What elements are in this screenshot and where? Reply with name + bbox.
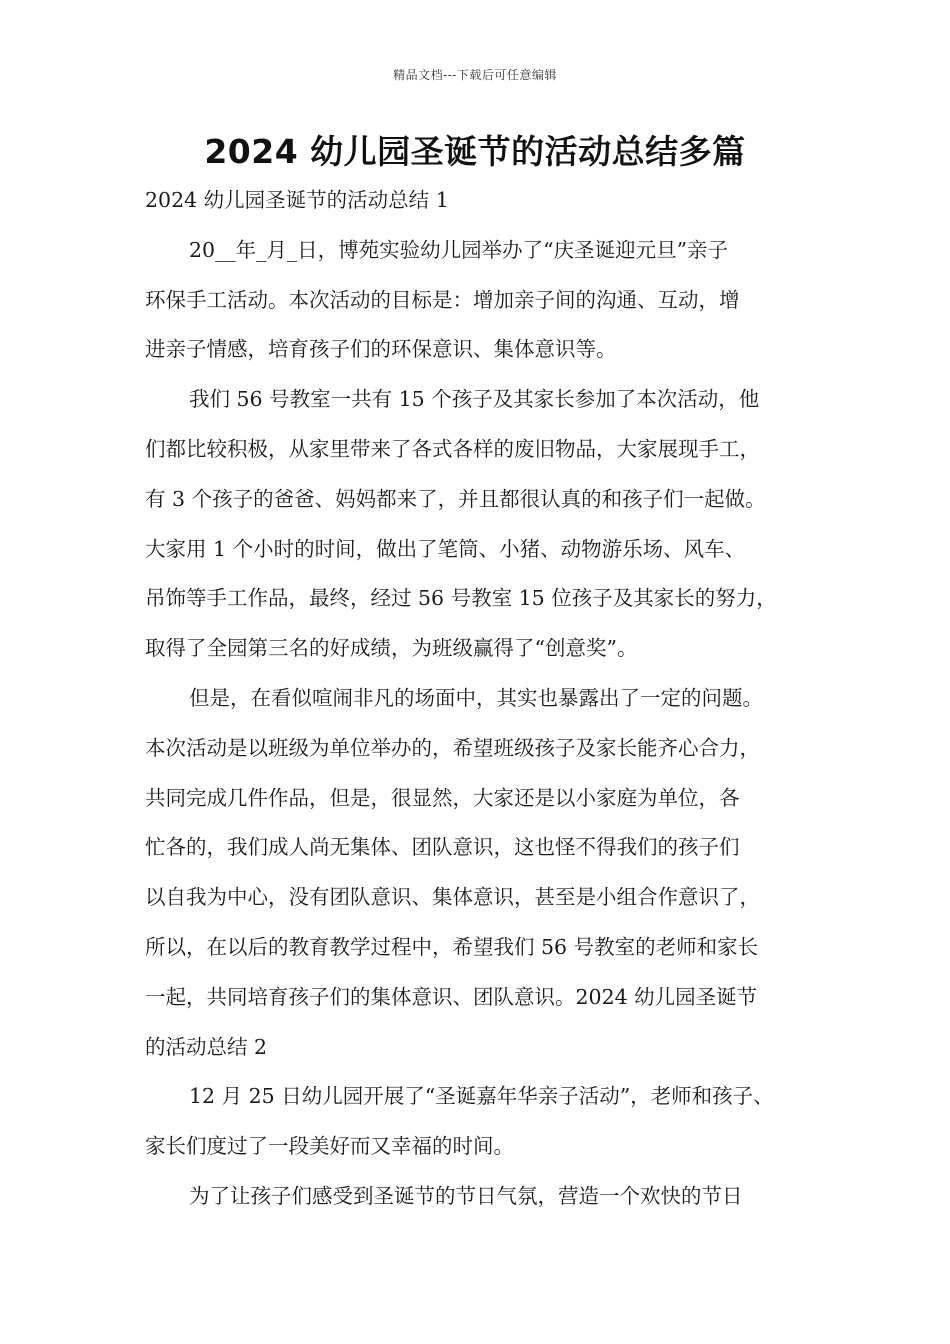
text-line: 12 月 25 日幼儿园开展了“圣诞嘉年华亲子活动”，老师和孩子、 (189, 1084, 774, 1109)
text-line: 为了让孩子们感受到圣诞节的节日气氛，营造一个欢快的节日 (189, 1183, 743, 1208)
text-line: 取得了全园第三名的好成绩，为班级赢得了“创意奖”。 (145, 636, 638, 661)
text-line: 以自我为中心，没有团队意识、集体意识，甚至是小组合作意识了， (145, 885, 760, 910)
text-line: 吊饰等手工作品，最终，经过 56 号教室 15 位孩子及其家长的努力， (145, 586, 777, 611)
text-line: 但是，在看似喧闹非凡的场面中，其实也暴露出了一定的问题。 (189, 685, 763, 710)
document-title: 2024 幼儿园圣诞节的活动总结多篇 (204, 132, 746, 171)
document-body (145, 186, 825, 1232)
text-line: 进亲子情感，培育孩子们的环保意识、集体意识等。 (145, 337, 617, 362)
text-line: 一起，共同培育孩子们的集体意识、团队意识。2024 幼儿园圣诞节 (145, 984, 758, 1009)
text-line: 忙各的，我们成人尚无集体、团队意识，这也怪不得我们的孩子们 (145, 835, 740, 860)
text-line: 们都比较积极，从家里带来了各式各样的废旧物品，大家展现手工， (145, 436, 760, 461)
text-line: 我们 56 号教室一共有 15 个孩子及其家长参加了本次活动，他 (189, 387, 760, 412)
text-line: 20__年_月_日，博苑实验幼儿园举办了“庆圣诞迎元旦”亲子 (189, 237, 729, 262)
text-line: 有 3 个孩子的爸爸、妈妈都来了，并且都很认真的和孩子们一起做。 (145, 486, 766, 511)
text-line: 本次活动是以班级为单位举办的，希望班级孩子及家长能齐心合力， (145, 735, 760, 760)
text-line: 所以，在以后的教育教学过程中，希望我们 56 号教室的老师和家长 (145, 934, 759, 959)
text-line: 大家用 1 个小时的时间，做出了笔筒、小猪、动物游乐场、风车、 (145, 536, 746, 561)
text-line: 2024 幼儿园圣诞节的活动总结 1 (145, 188, 449, 212)
text-line: 共同完成几件作品，但是，很显然，大家还是以小家庭为单位，各 (145, 785, 740, 810)
header-note: 精品文档---下载后可任意编辑 (393, 68, 557, 82)
text-line: 的活动总结 2 (145, 1034, 268, 1059)
text-line: 环保手工活动。本次活动的目标是：增加亲子间的沟通、互动，增 (145, 287, 740, 312)
text-line: 家长们度过了一段美好而又幸福的时间。 (145, 1134, 514, 1159)
